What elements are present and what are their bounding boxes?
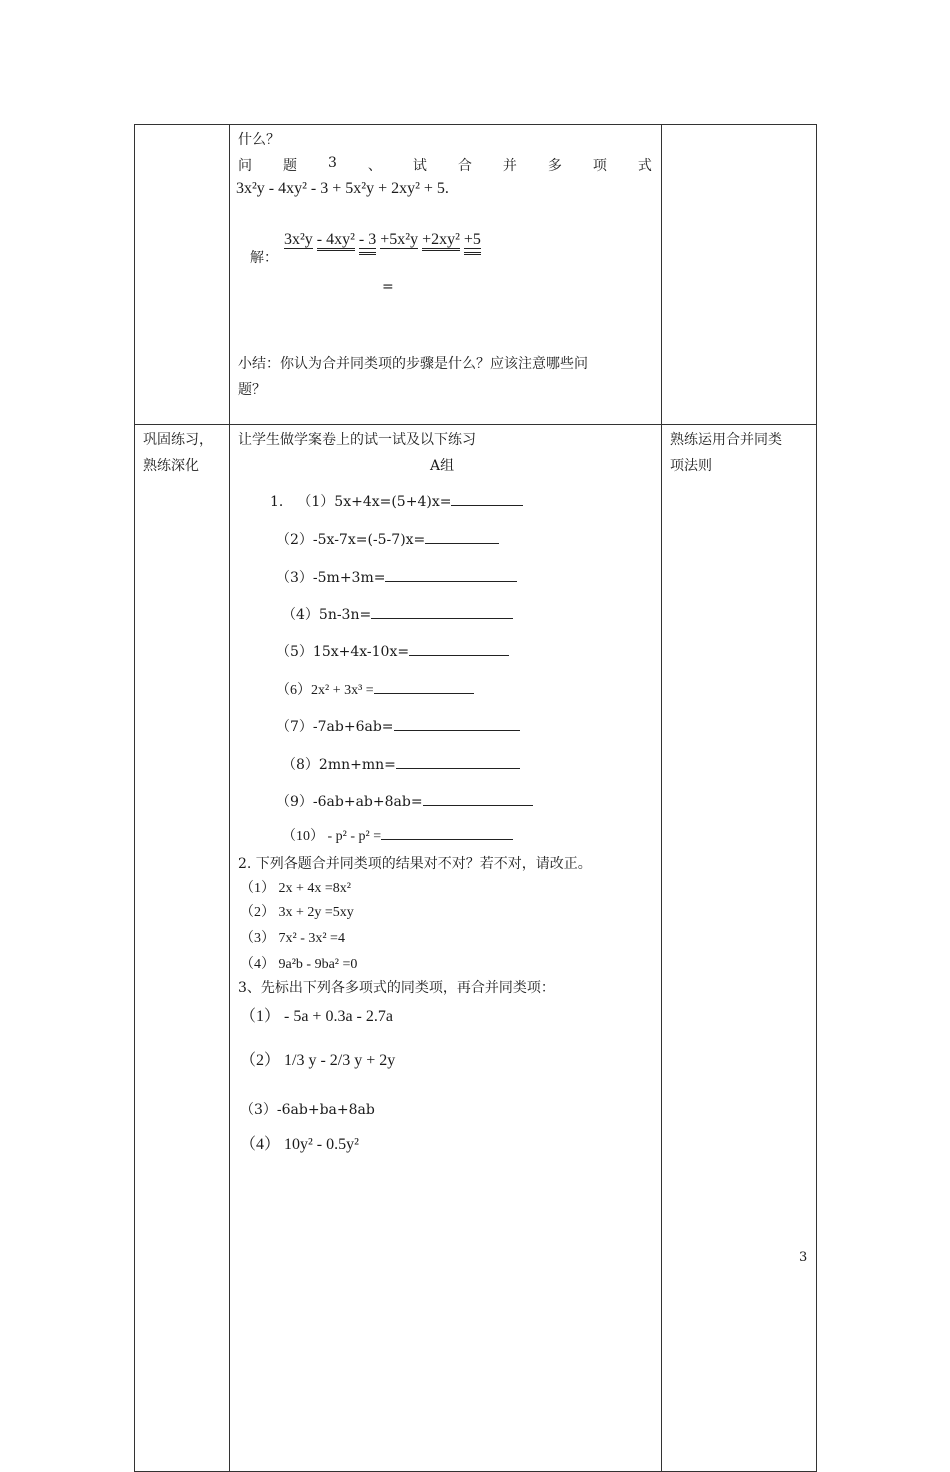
exercise-item: [282, 604, 513, 624]
group-label: A组: [430, 458, 455, 474]
item-text: （10） - p² - p² =: [282, 829, 382, 844]
row1-content-cell: [230, 125, 662, 425]
term-underline-single: +5x²y: [380, 231, 419, 248]
section-label-line-2: 熟练深化: [143, 458, 199, 474]
objective-line-1: 熟练运用合并同类: [670, 432, 782, 448]
problem3-expression: [236, 180, 449, 198]
answer-blank[interactable]: [371, 604, 513, 619]
heading-char: 试: [412, 158, 427, 174]
lesson-table: [134, 124, 817, 1472]
question-number: 1．: [270, 494, 293, 510]
solution-terms: [284, 231, 481, 249]
answer-blank[interactable]: [423, 791, 533, 806]
q3-item: （4） 10y² - 0.5y²: [240, 1136, 359, 1153]
item-text: （3）-5m+3m=: [276, 570, 386, 586]
summary-line-1: 小结：你认为合并同类项的步骤是什么？应该注意哪些问: [238, 356, 588, 372]
answer-blank[interactable]: [374, 679, 474, 694]
term-underline-triple: - 3: [358, 231, 377, 248]
expression-period: .: [444, 180, 449, 197]
row1-left-cell: [135, 125, 230, 425]
answer-blank[interactable]: [385, 567, 517, 582]
objective-line-2: 项法则: [670, 458, 712, 474]
exercise-item: [282, 825, 513, 845]
exercise-intro: 让学生做学案卷上的试一试及以下练习: [238, 432, 476, 448]
answer-blank[interactable]: [394, 716, 520, 731]
exercise-item: [270, 491, 523, 511]
q3-item: （1） - 5a + 0.3a - 2.7a: [240, 1008, 393, 1025]
exercise-item: [276, 716, 520, 736]
heading-char: 项: [592, 158, 607, 174]
term-underline-double: +2xy²: [422, 231, 460, 251]
q2-item: （4） 9a²b - 9ba² =0: [240, 957, 358, 972]
table-row: [135, 125, 817, 425]
item-text: （5）15x+4x-10x=: [276, 644, 410, 660]
term-underline-triple: +5: [463, 231, 481, 248]
exercise-item: [276, 529, 499, 549]
page-number: 3: [799, 1250, 808, 1265]
item-text: （7）-7ab+6ab=: [276, 719, 394, 735]
heading-char: 多: [547, 158, 562, 174]
solution-label: 解：: [250, 250, 278, 266]
answer-blank[interactable]: [381, 825, 513, 840]
section-label-line-1: 巩固练习，: [143, 432, 213, 448]
expression-text: 3x²y - 4xy² - 3 + 5x²y + 2xy² + 5: [236, 180, 445, 197]
exercise-item: [276, 791, 533, 811]
table-row: [135, 425, 817, 1472]
term-underline-double: - 4xy²: [317, 231, 355, 251]
item-text: （8）2mn+mn=: [282, 757, 396, 773]
continued-text: 什么？: [238, 132, 280, 148]
answer-blank[interactable]: [425, 529, 499, 544]
item-text: （6）2x² + 3x³ =: [276, 683, 374, 698]
heading-char: 并: [502, 158, 517, 174]
q3-item-text: （2） 1/3 y - 2/3 y + 2y: [240, 1052, 396, 1069]
q3-item: （3）-6ab+ba+8ab: [240, 1102, 375, 1118]
problem3-heading: [238, 155, 652, 175]
q2-item: （3） 7x² - 3x² =4: [240, 931, 345, 946]
heading-char: 题: [283, 158, 297, 174]
q2-item: （1） 2x + 4x =8x²: [240, 881, 351, 896]
item-text: （1）5x+4x=(5+4)x=: [297, 494, 452, 510]
term-underline-single: 3x²y: [284, 231, 313, 248]
heading-char: 式: [637, 158, 652, 174]
item-text: （2）-5x-7x=(-5-7)x=: [276, 532, 426, 548]
row2-left-cell: [135, 425, 230, 1472]
q2-item: （2） 3x + 2y =5xy: [240, 905, 354, 920]
heading-char: 3: [328, 155, 337, 171]
question-3: 3、先标出下列各多项式的同类项，再合并同类项：: [238, 980, 555, 996]
exercise-item: [276, 679, 474, 699]
answer-blank[interactable]: [396, 754, 520, 769]
answer-blank[interactable]: [451, 491, 523, 506]
heading-char: 问: [238, 158, 252, 174]
exercise-item: [276, 641, 509, 661]
q3-item: [240, 1047, 395, 1070]
exercise-item: [282, 754, 520, 774]
equals-sign: =: [382, 279, 394, 295]
exercise-item: [276, 567, 517, 587]
row2-right-cell: [662, 425, 817, 1472]
answer-blank[interactable]: [409, 641, 509, 656]
item-text: （9）-6ab+ab+8ab=: [276, 794, 423, 810]
heading-char: 、: [367, 158, 382, 174]
heading-char: 合: [457, 158, 472, 174]
question-2: 2. 下列各题合并同类项的结果对不对？若不对，请改正。: [238, 856, 592, 872]
row2-content-cell: [230, 425, 662, 1472]
item-text: （4）5n-3n=: [282, 607, 372, 623]
summary-line-2: 题？: [238, 382, 266, 398]
row1-right-cell: [662, 125, 817, 425]
